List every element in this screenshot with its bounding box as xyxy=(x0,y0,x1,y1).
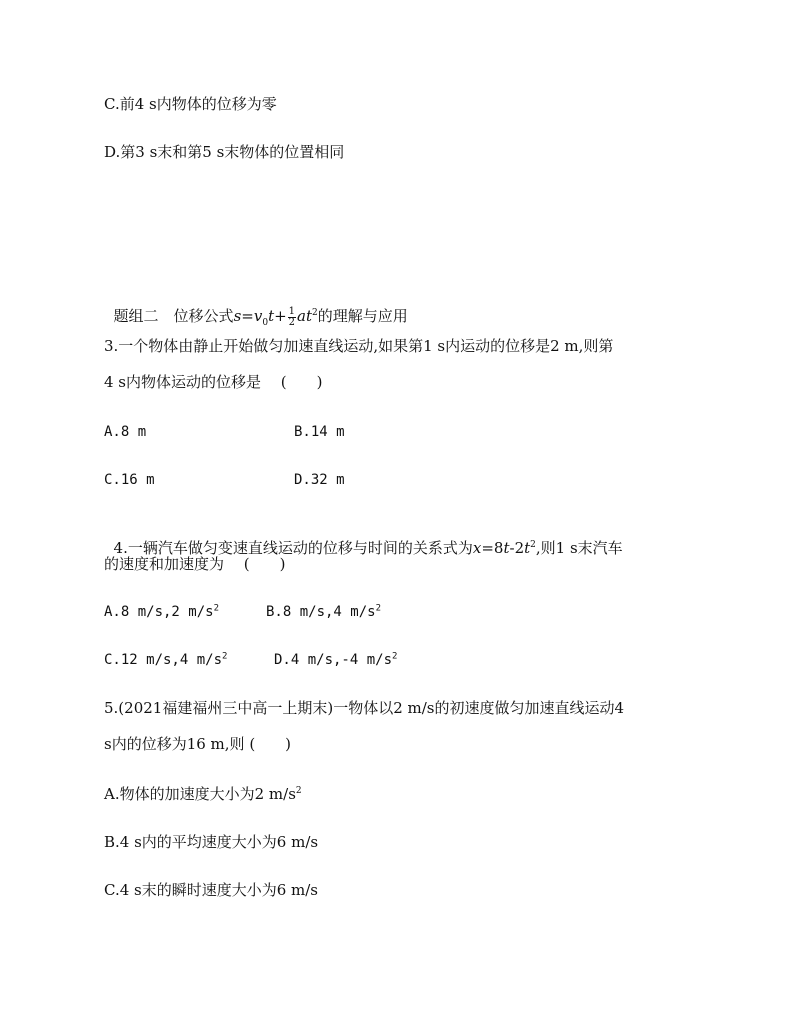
q3-option-a: A.8 m xyxy=(104,424,147,440)
q4-stem-text-a: 4.一辆汽车做匀变速直线运动的位移与时间的关系式为 xyxy=(113,539,473,557)
formula-t: t xyxy=(268,307,275,325)
fraction-denominator: 2 xyxy=(288,316,296,328)
q4-option-b-sup: 2 xyxy=(375,603,381,614)
q4-option-a xyxy=(104,602,219,622)
fraction-numerator: 1 xyxy=(288,305,296,317)
formula-v-subscript: 0 xyxy=(262,318,269,328)
q4-minus-2: -2 xyxy=(509,539,525,557)
q4-stem-text-b: ,则1 s末汽车 xyxy=(535,539,623,557)
formula-equals: = xyxy=(241,307,254,325)
q4-option-d-text: D.4 m/s,-4 m/s xyxy=(274,652,393,668)
q5-option-a-sup: 2 xyxy=(295,786,302,796)
q4-option-d xyxy=(274,650,397,670)
q2-option-d: D.第3 s末和第5 s末物体的位置相同 xyxy=(104,143,345,161)
q5-option-a-text: A.物体的加速度大小为2 m/s xyxy=(104,785,296,803)
q4-var-t2: t xyxy=(524,539,531,557)
q4-option-b xyxy=(266,602,381,622)
q4-option-a-sup: 2 xyxy=(213,603,219,614)
q4-stem-line1 xyxy=(104,518,623,558)
q4-option-a-text: A.8 m/s,2 m/s xyxy=(104,604,214,620)
formula-plus: + xyxy=(274,307,287,325)
q5-option-c: C.4 s末的瞬时速度大小为6 m/s xyxy=(104,881,319,899)
q5-option-b: B.4 s内的平均速度大小为6 m/s xyxy=(104,833,319,851)
q4-stem-line2: 的速度和加速度为 ( ) xyxy=(104,555,286,573)
section-heading xyxy=(104,286,408,328)
formula-at: at xyxy=(297,307,313,325)
q4-eq-8: =8 xyxy=(481,539,504,557)
q3-stem-line1: 3.一个物体由静止开始做匀加速直线运动,如果第1 s内运动的位移是2 m,则第 xyxy=(104,337,614,355)
section-heading-suffix: 的理解与应用 xyxy=(317,307,408,325)
q4-var-t: t xyxy=(503,539,510,557)
q3-stem-line2: 4 s内物体运动的位移是 ( ) xyxy=(104,373,323,391)
q4-superscript: 2 xyxy=(530,540,536,550)
q4-option-c-text: C.12 m/s,4 m/s xyxy=(104,652,223,668)
formula-v: v xyxy=(253,307,263,325)
q5-stem-line1: 5.(2021福建福州三中高一上期末)一物体以2 m/s的初速度做匀加速直线运动4 xyxy=(104,699,625,717)
q4-var-x: x xyxy=(472,539,482,557)
q4-option-b-text: B.8 m/s,4 m/s xyxy=(266,604,376,620)
q3-option-b: B.14 m xyxy=(294,424,345,440)
q3-option-d: D.32 m xyxy=(294,472,345,488)
formula-s: s xyxy=(233,307,242,325)
q2-option-c: C.前4 s内物体的位移为零 xyxy=(104,95,277,113)
q5-option-a xyxy=(104,784,302,804)
q5-stem-line2: s内的位移为16 m,则 ( ) xyxy=(104,735,292,753)
q4-option-c-sup: 2 xyxy=(222,651,228,662)
section-heading-prefix: 题组二 位移公式 xyxy=(113,307,234,325)
q3-option-c: C.16 m xyxy=(104,472,155,488)
formula-superscript: 2 xyxy=(312,308,318,318)
formula-fraction xyxy=(288,307,296,328)
q4-option-c xyxy=(104,650,227,670)
q4-option-d-sup: 2 xyxy=(392,651,398,662)
